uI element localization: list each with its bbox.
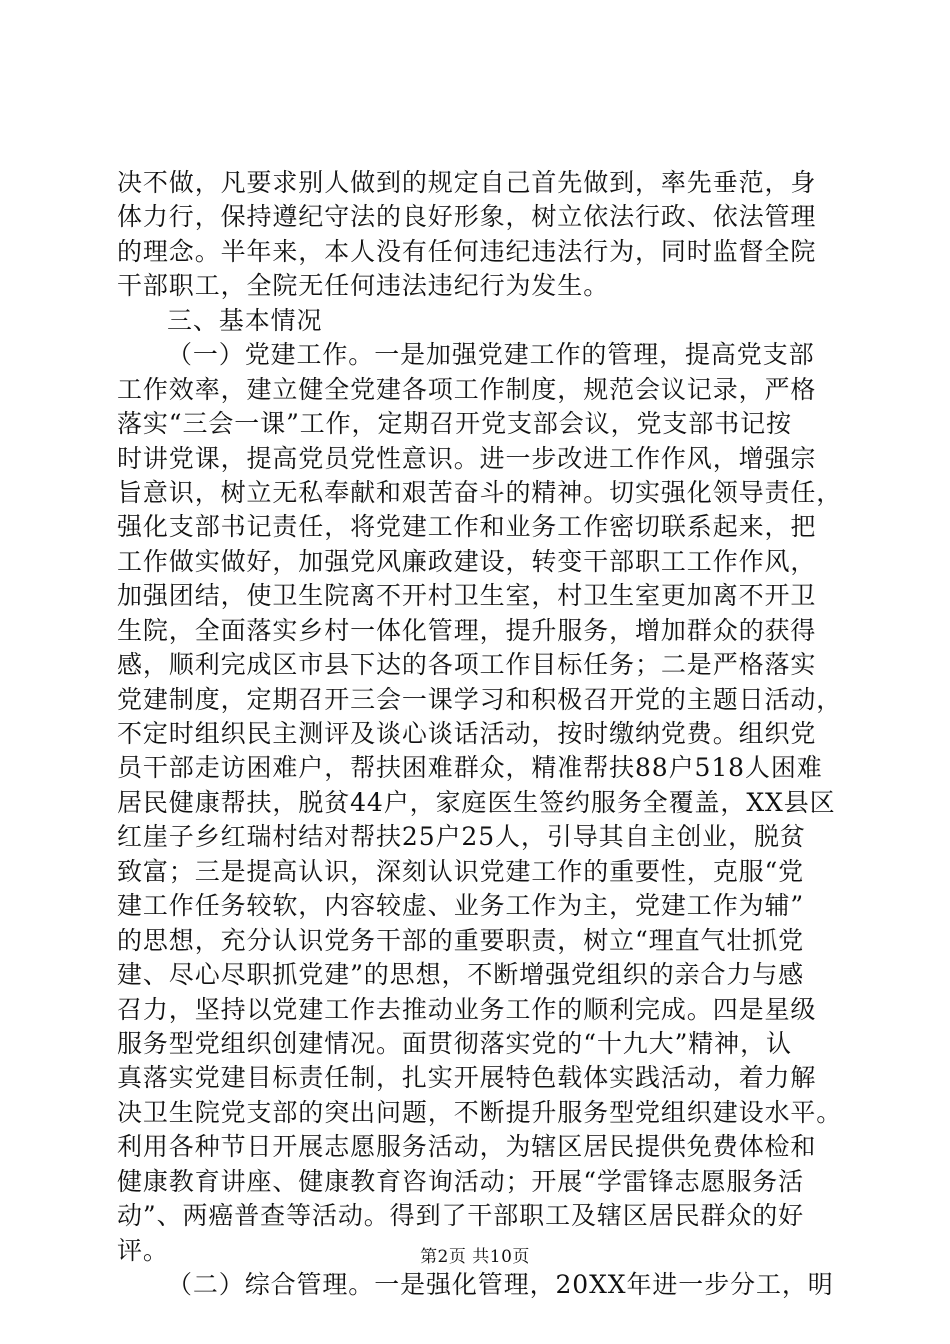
body-line: 致富；三是提高认识，深刻认识党建工作的重要性，克服“党 (117, 856, 805, 886)
body-line: 加强团结，使卫生院离不开村卫生室，村卫生室更加离不开卫 (117, 581, 817, 611)
body-line: 体力行，保持遵纪守法的良好形象，树立依法行政、依法管理 (117, 202, 817, 232)
body-line: 动”、两癌普查等活动。得到了干部职工及辖区居民群众的好 (117, 1201, 805, 1231)
body-line: 红崖子乡红瑞村结对帮扶25户25人，引导其自主创业，脱贫 (117, 822, 806, 852)
body-line: 利用各种节日开展志愿服务活动，为辖区居民提供免费体检和 (117, 1132, 817, 1162)
subsection-paragraph-start: （二）综合管理。一是强化管理，20XX年进一步分工，明 (167, 1270, 834, 1299)
body-line: 时讲党课，提高党员党性意识。进一步改进工作作风，增强宗 (117, 443, 817, 473)
body-line: 干部职工，全院无任何违法违纪行为发生。 (117, 271, 610, 301)
body-line: 落实“三会一课”工作，定期召开党支部会议，党支部书记按 (117, 409, 792, 439)
body-line: 决卫生院党支部的突出问题，不断提升服务型党组织建设水平。 (117, 1097, 843, 1127)
body-line: 决不做，凡要求别人做到的规定自己首先做到，率先垂范，身 (117, 168, 817, 197)
body-line: 的理念。半年来，本人没有任何违纪违法行为，同时监督全院 (117, 236, 817, 266)
page-footer: 第2页 共10页 (420, 1247, 530, 1267)
body-line: 党建制度，定期召开三会一课学习和积极召开党的主题日活动， (117, 684, 843, 714)
body-line: 强化支部书记责任，将党建工作和业务工作密切联系起来，把 (117, 512, 817, 542)
body-line: 的思想，充分认识党务干部的重要职责，树立“理直气壮抓党 (117, 925, 805, 955)
body-line: 建工作任务较软，内容较虚、业务工作为主，党建工作为辅” (117, 891, 805, 921)
subsection-paragraph-start: （一）党建工作。一是加强党建工作的管理，提高党支部 (167, 340, 815, 370)
body-line: 服务型党组织创建情况。面贯彻落实党的“十九大”精神，认 (117, 1028, 792, 1058)
body-line: 工作效率，建立健全党建各项工作制度，规范会议记录，严格 (117, 374, 817, 404)
body-line: 不定时组织民主测评及谈心谈话活动，按时缴纳党费。组织党 (117, 719, 817, 748)
body-line: 感，顺利完成区市县下达的各项工作目标任务；二是严格落实 (117, 650, 817, 680)
body-line: 工作做实做好，加强党风廉政建设，转变干部职工工作作风， (117, 546, 817, 576)
section-heading: 三、基本情况 (167, 305, 323, 335)
body-line: 旨意识，树立无私奉献和艰苦奋斗的精神。切实强化领导责任， (117, 477, 843, 507)
body-line: 评。 (117, 1235, 169, 1265)
body-line: 建、尽心尽职抓党建”的思想，不断增强党组织的亲合力与感 (117, 960, 805, 990)
body-line: 健康教育讲座、健康教育咨询活动；开展“学雷锋志愿服务活 (117, 1166, 805, 1196)
body-line: 召力，坚持以党建工作去推动业务工作的顺利完成。四是星级 (117, 994, 817, 1024)
body-line: 真落实党建目标责任制，扎实开展特色载体实践活动，着力解 (117, 1063, 817, 1093)
body-line: 居民健康帮扶，脱贫44户，家庭医生签约服务全覆盖，XX县区 (117, 787, 836, 817)
body-line: 员干部走访困难户，帮扶困难群众，精准帮扶88户518人困难 (117, 753, 823, 783)
body-line: 生院，全面落实乡村一体化管理，提升服务，增加群众的获得 (117, 615, 817, 645)
document-body (117, 166, 857, 1302)
